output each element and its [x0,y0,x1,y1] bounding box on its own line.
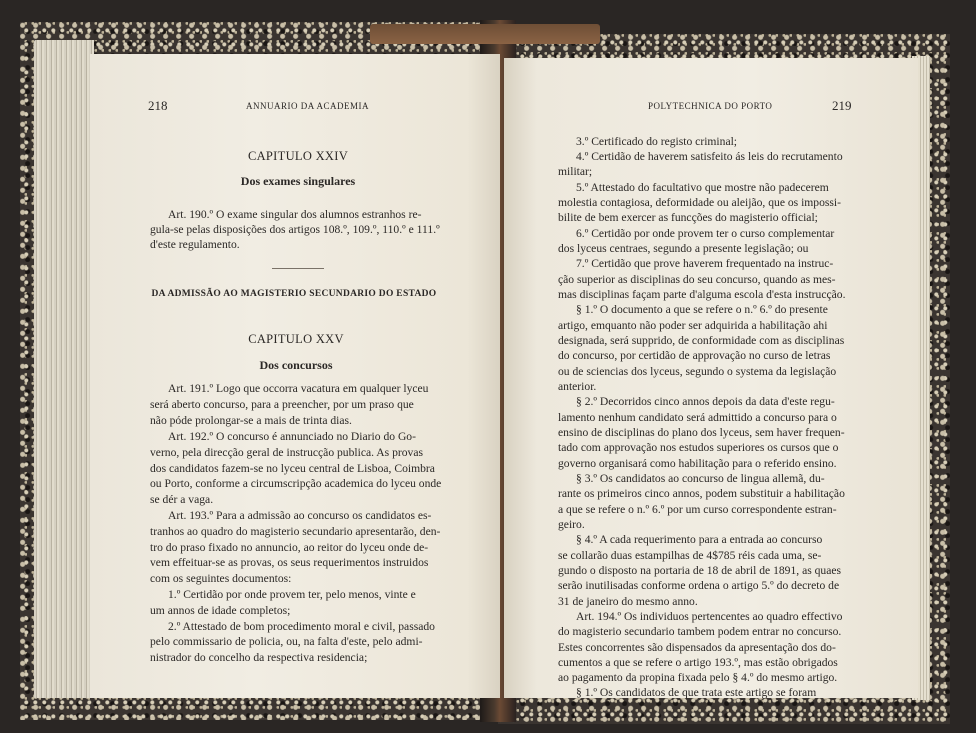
text-line: rante os primeiros cinco annos, podem substituir a habilitação [558,487,845,500]
text-line: cumentos a que se refere o artigo 193.º, mas estão obrigados [558,656,838,669]
text-line: ao pagamento da propina fixada pelo § 4.º do mesmo artigo. [558,671,838,684]
text-line: § 3.º Os candidatos ao concurso de lingua allemã, du- [576,472,825,485]
text-line: Art. 194.º Os individuos pertencentes ao quadro effectivo [576,610,843,623]
text-line: do magisterio secundario tambem podem entrar no concurso. [558,625,842,638]
text-line: 7.º Certidão que prove haverem frequentado na instruc- [576,257,834,270]
text-line: tro do praso fixado no annuncio, ao reitor do lyceu onde de- [150,541,429,554]
text-line: governo organisará como habilitação para o referido ensino. [558,457,837,470]
text-line: verno, pela direcção geral de instrucção publica. As provas [150,446,423,459]
text-line: um annos de idade completos; [150,604,291,617]
text-line: do concurso, por certidão de approvação no curso de letras [558,349,831,362]
chapter-subtitle-concursos: Dos concursos [259,358,333,372]
page-edges-left [34,40,94,698]
chapter-title-xxiv: CAPITULO XXIV [247,149,349,163]
text-line: ção superior as disciplinas do seu concurso, quando as mes- [558,273,836,286]
text-line: não póde prolongar-se a mais de trinta dias. [150,414,352,427]
text-line: § 2.º Decorridos cinco annos depois da data d'este regu- [576,395,835,408]
text-line: artigo, emquanto não poder ser adquirida a habilitação ahi [558,319,828,332]
section-rule [272,268,324,269]
page-number-right: 219 [832,98,852,113]
text-line: bilite de bem exercer as funcções do magisterio official; [558,211,818,224]
text-line: ou de sciencias dos lyceus, segundo o systema da legislação [558,365,837,378]
running-head-left: ANNUARIO DA ACADEMIA [246,101,370,111]
text-line: 1.º Certidão por onde provem ter, pelo menos, vinte e [168,588,416,601]
text-line: 5.º Attestado do facultativo que mostre não padecerem [576,181,829,194]
text-line: Art. 191.º Logo que occorra vacatura em qualquer lyceu [168,382,429,395]
text-line: se collarão duas estampilhas de 4$785 réis cada uma, se- [558,549,822,562]
text-line: nistrador do concelho da respectiva residencia; [150,651,368,664]
text-line: pelo commissario de policia, ou, na falta d'este, pelo admi- [150,635,423,648]
text-line: Art. 192.º O concurso é annunciado no Diario do Go- [168,430,416,443]
text-line: 4.º Certidão de haverem satisfeito ás leis do recrutamento [576,150,843,163]
text-line: será aberto concurso, para a preencher, por um praso que [150,398,414,411]
page-number-left: 218 [148,98,168,113]
text-line: mas disciplinas façam parte d'alguma escola d'esta instrucção. [558,288,846,301]
text-line: Art. 193.º Para a admissão ao concurso os candidatos es- [168,509,432,522]
text-line: 3.º Certificado do registo criminal; [576,135,738,148]
text-line: anterior. [558,380,597,393]
text-line: tranhos ao quadro do magisterio secundario apresentarão, den- [150,525,441,538]
text-line: militar; [558,165,593,178]
left-page [90,54,500,698]
text-line: gula-se pelas disposições dos artigos 108.º, 109.º, 110.º e 111.º [150,223,440,236]
text-line: Art. 190.º O exame singular dos alumnos estranhos re- [168,208,422,221]
text-line: § 4.º A cada requerimento para a entrada ao concurso [576,533,823,546]
text-line: lamento nenhum candidato será admittido a concurso para o [558,411,837,424]
text-line: molestia contagiosa, deformidade ou aleijão, que os impossi- [558,196,842,209]
text-line: se dér a vaga. [150,493,214,506]
text-line: ou Porto, conforme a circumscripção academica do lyceu onde [150,477,442,490]
right-page [504,58,918,698]
text-line: vem effeituar-se as provas, os seus requerimentos instruidos [150,556,429,569]
text-line: tado com approvação nos estudos superiores os cursos que o [558,441,839,454]
text-line: dos lyceus centraes, segundo a presente legislação; ou [558,242,809,255]
running-head-right: POLYTECHNICA DO PORTO [648,101,773,111]
text-line: serão inutilisadas conforme ordena o artigo 5.º do decreto de [558,579,840,592]
text-line: ensino de disciplinas do plano dos lyceus, sem haver frequen- [558,426,845,439]
text-line: designada, será supprido, de conformidade com as disciplinas [558,334,845,347]
chapter-subtitle-exames: Dos exames singulares [240,174,356,188]
section-heading-admissao: DA ADMISSÃO AO MAGISTERIO SECUNDARIO DO ESTADO [151,289,437,299]
text-line: com os seguintes documentos: [150,572,292,585]
text-line: a que se refere o n.º 6.º por um curso correspondente estran- [558,503,837,516]
text-line: 6.º Certidão por onde provem ter o curso complementar [576,227,835,240]
chapter-title-xxv: CAPITULO XXV [248,332,344,346]
leather-spine-top [370,24,600,44]
text-line: 31 de janeiro do mesmo anno. [558,595,698,608]
text-line: § 1.º O documento a que se refere o n.º 6.º do presente [576,303,828,316]
text-line: dos candidatos fazem-se no lyceu central de Lisboa, Coimbra [150,462,435,475]
text-line: geiro. [558,518,585,531]
text-line: gundo o disposto na portaria de 18 de abril de 1891, as quaes [558,564,842,577]
text-line: Estes concorrentes são dispensados da apresentação dos do- [558,641,836,654]
text-line: d'este regulamento. [150,238,240,251]
text-line: § 1.º Os candidatos de que trata este artigo se foram [576,686,817,699]
text-line: 2.º Attestado de bom procedimento moral e civil, passado [168,620,435,633]
